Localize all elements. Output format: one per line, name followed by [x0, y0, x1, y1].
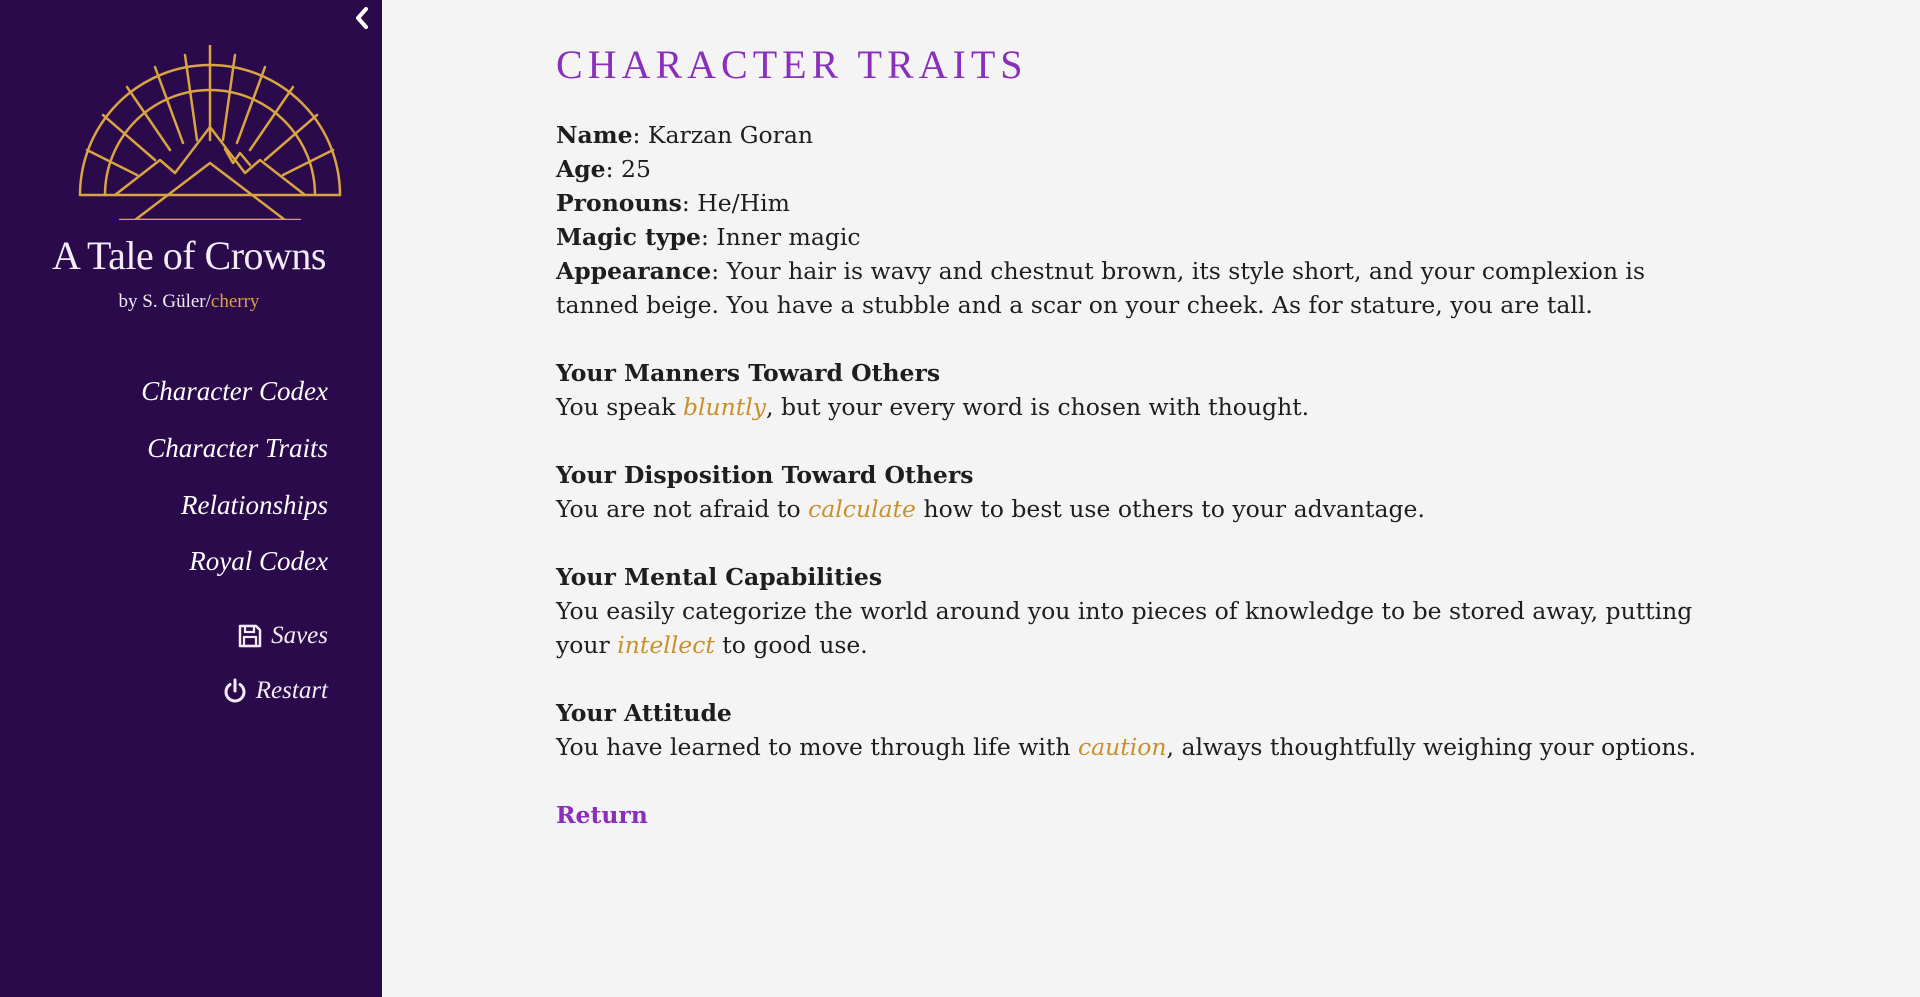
- page-title: CHARACTER TRAITS: [556, 42, 1028, 87]
- field-label: Appearance: [556, 257, 712, 285]
- collapse-sidebar-button[interactable]: [348, 4, 376, 32]
- restart-button[interactable]: [28, 677, 328, 705]
- field-label: Age: [556, 155, 606, 183]
- section-text: You have learned to move through life with caution, always thoughtfully weighing your options.: [556, 733, 1697, 761]
- nav-relationships[interactable]: Relationships: [181, 490, 328, 520]
- field-value: : Karzan Goran: [632, 121, 814, 149]
- mental-capabilities-section: [556, 560, 1706, 662]
- trait-keyword: bluntly: [682, 393, 767, 421]
- byline-alt-author: cherry: [210, 291, 260, 312]
- saves-label: Saves: [271, 622, 328, 649]
- byline-author: by S. Güler/: [118, 291, 211, 312]
- section-heading: Your Disposition Toward Others: [556, 461, 974, 489]
- field-label: Magic type: [556, 223, 701, 251]
- field-value: : Inner magic: [700, 223, 861, 251]
- field-label: Pronouns: [556, 189, 682, 217]
- field-label: Name: [556, 121, 633, 149]
- floppy-disk-icon: [237, 623, 263, 649]
- trait-keyword: calculate: [808, 495, 916, 523]
- game-byline: [0, 291, 378, 313]
- section-heading: Your Attitude: [556, 699, 732, 727]
- section-text: You are not afraid to calculate how to best use others to your advantage.: [556, 495, 1425, 523]
- nav-character-traits[interactable]: Character Traits: [147, 433, 328, 463]
- restart-label: Restart: [255, 677, 328, 704]
- section-text: You speak bluntly, but your every word is chosen with thought.: [556, 393, 1310, 421]
- return-link[interactable]: Return: [556, 801, 648, 829]
- magic-type-field: [556, 220, 1706, 254]
- sidebar: [0, 0, 382, 997]
- trait-keyword: intellect: [617, 631, 715, 659]
- field-value: : 25: [605, 155, 651, 183]
- section-heading: Your Mental Capabilities: [556, 563, 883, 591]
- age-field: [556, 152, 1706, 186]
- manners-section: [556, 356, 1706, 424]
- name-field: [556, 118, 1706, 152]
- section-heading: Your Manners Toward Others: [556, 359, 941, 387]
- section-text: You easily categorize the world around you into pieces of knowledge to be stored away, putting your intellect to good use.: [556, 597, 1693, 659]
- chevron-left-icon: [353, 6, 371, 30]
- field-value: : He/Him: [681, 189, 790, 217]
- field-value: : Your hair is wavy and chestnut brown, its style short, and your complexion is tanned beige. You have a stubble and a scar on your cheek. As for stature, you are tall.: [556, 257, 1646, 319]
- trait-keyword: caution: [1077, 733, 1167, 761]
- attitude-section: [556, 696, 1706, 764]
- sunrise-mountain-logo: [75, 45, 345, 220]
- appearance-field: [556, 254, 1706, 322]
- disposition-section: [556, 458, 1706, 526]
- power-icon: [222, 678, 248, 704]
- main-content: [556, 36, 1706, 832]
- game-title: A Tale of Crowns: [52, 233, 326, 278]
- saves-button[interactable]: [28, 622, 328, 650]
- pronouns-field: [556, 186, 1706, 220]
- nav-character-codex[interactable]: Character Codex: [141, 376, 328, 406]
- nav-royal-codex[interactable]: Royal Codex: [189, 546, 328, 576]
